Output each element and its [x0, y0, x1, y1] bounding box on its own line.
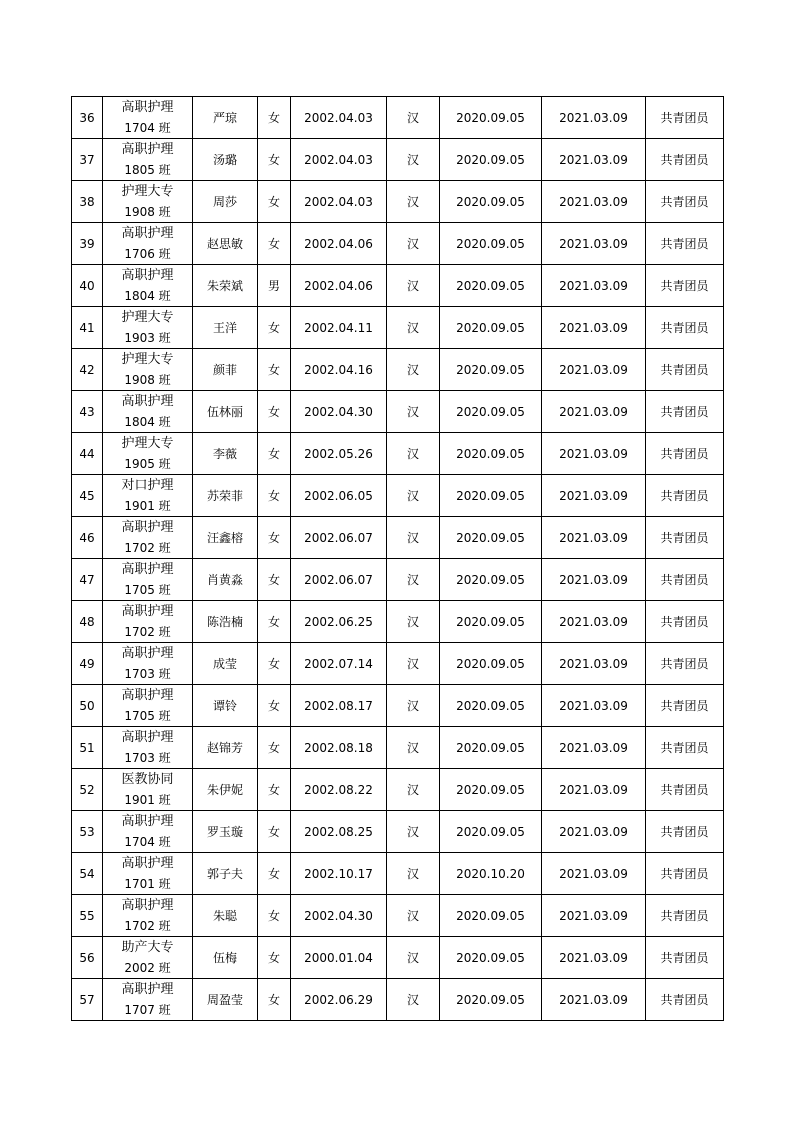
gender-cell: 女	[258, 223, 291, 265]
class-line-2: 1804 班	[124, 288, 171, 303]
class-cell	[103, 559, 193, 601]
class-line-1: 高职护理	[121, 729, 174, 745]
political-status-cell: 共青团员	[646, 517, 724, 559]
date1-cell: 2020.09.05	[440, 979, 542, 1021]
gender-cell: 女	[258, 307, 291, 349]
date1-cell: 2020.10.20	[440, 853, 542, 895]
political-status-cell: 共青团员	[646, 643, 724, 685]
date1-cell: 2020.09.05	[440, 433, 542, 475]
class-line-2: 1705 班	[124, 582, 171, 597]
name-cell: 谭铃	[193, 685, 258, 727]
gender-cell: 女	[258, 979, 291, 1021]
birth-date-cell: 2002.04.30	[291, 391, 387, 433]
date2-cell: 2021.03.09	[542, 643, 646, 685]
birth-date-cell: 2002.07.14	[291, 643, 387, 685]
date2-cell: 2021.03.09	[542, 223, 646, 265]
date1-cell: 2020.09.05	[440, 643, 542, 685]
date2-cell: 2021.03.09	[542, 895, 646, 937]
class-line-1: 护理大专	[121, 351, 174, 367]
table-row	[72, 937, 724, 979]
class-line-1: 高职护理	[121, 519, 174, 535]
class-line-2: 1705 班	[124, 708, 171, 723]
gender-cell: 女	[258, 727, 291, 769]
date1-cell: 2020.09.05	[440, 937, 542, 979]
class-line-2: 1704 班	[124, 120, 171, 135]
row-number-cell: 44	[72, 433, 103, 475]
class-cell	[103, 349, 193, 391]
date1-cell: 2020.09.05	[440, 97, 542, 139]
class-cell	[103, 97, 193, 139]
birth-date-cell: 2002.06.07	[291, 559, 387, 601]
row-number-cell: 42	[72, 349, 103, 391]
class-cell	[103, 223, 193, 265]
gender-cell: 女	[258, 139, 291, 181]
date1-cell: 2020.09.05	[440, 139, 542, 181]
class-cell	[103, 475, 193, 517]
date2-cell: 2021.03.09	[542, 391, 646, 433]
political-status-cell: 共青团员	[646, 769, 724, 811]
date1-cell: 2020.09.05	[440, 727, 542, 769]
political-status-cell: 共青团员	[646, 97, 724, 139]
row-number-cell: 43	[72, 391, 103, 433]
gender-cell: 女	[258, 769, 291, 811]
name-cell: 汪鑫榕	[193, 517, 258, 559]
gender-cell: 女	[258, 97, 291, 139]
class-line-2: 1901 班	[124, 498, 171, 513]
class-line-2: 1703 班	[124, 750, 171, 765]
table-row	[72, 559, 724, 601]
class-cell	[103, 601, 193, 643]
name-cell: 朱荣斌	[193, 265, 258, 307]
birth-date-cell: 2002.06.05	[291, 475, 387, 517]
class-line-1: 高职护理	[121, 855, 174, 871]
table-row	[72, 643, 724, 685]
class-cell	[103, 643, 193, 685]
table-row	[72, 811, 724, 853]
political-status-cell: 共青团员	[646, 895, 724, 937]
date2-cell: 2021.03.09	[542, 601, 646, 643]
ethnicity-cell: 汉	[387, 727, 440, 769]
class-line-2: 1804 班	[124, 414, 171, 429]
class-cell	[103, 769, 193, 811]
gender-cell: 女	[258, 685, 291, 727]
birth-date-cell: 2002.10.17	[291, 853, 387, 895]
class-cell	[103, 937, 193, 979]
class-cell	[103, 181, 193, 223]
class-cell	[103, 391, 193, 433]
row-number-cell: 51	[72, 727, 103, 769]
birth-date-cell: 2002.04.30	[291, 895, 387, 937]
member-roster-table	[71, 96, 724, 1021]
political-status-cell: 共青团员	[646, 559, 724, 601]
political-status-cell: 共青团员	[646, 307, 724, 349]
political-status-cell: 共青团员	[646, 601, 724, 643]
gender-cell: 女	[258, 643, 291, 685]
birth-date-cell: 2002.04.16	[291, 349, 387, 391]
class-line-2: 1901 班	[124, 792, 171, 807]
class-line-2: 1905 班	[124, 456, 171, 471]
table-row	[72, 685, 724, 727]
political-status-cell: 共青团员	[646, 727, 724, 769]
class-line-1: 高职护理	[121, 813, 174, 829]
gender-cell: 女	[258, 349, 291, 391]
political-status-cell: 共青团员	[646, 223, 724, 265]
row-number-cell: 47	[72, 559, 103, 601]
ethnicity-cell: 汉	[387, 937, 440, 979]
ethnicity-cell: 汉	[387, 979, 440, 1021]
birth-date-cell: 2002.08.18	[291, 727, 387, 769]
table-row	[72, 769, 724, 811]
table-row	[72, 475, 724, 517]
class-cell	[103, 685, 193, 727]
row-number-cell: 38	[72, 181, 103, 223]
class-line-1: 高职护理	[121, 141, 174, 157]
political-status-cell: 共青团员	[646, 391, 724, 433]
row-number-cell: 50	[72, 685, 103, 727]
name-cell: 罗玉璇	[193, 811, 258, 853]
class-line-1: 高职护理	[121, 897, 174, 913]
row-number-cell: 52	[72, 769, 103, 811]
political-status-cell: 共青团员	[646, 181, 724, 223]
birth-date-cell: 2002.06.07	[291, 517, 387, 559]
gender-cell: 女	[258, 433, 291, 475]
birth-date-cell: 2002.08.17	[291, 685, 387, 727]
table-row	[72, 97, 724, 139]
name-cell: 肖黄淼	[193, 559, 258, 601]
class-cell	[103, 433, 193, 475]
class-line-2: 1702 班	[124, 918, 171, 933]
date2-cell: 2021.03.09	[542, 517, 646, 559]
class-line-2: 1703 班	[124, 666, 171, 681]
date2-cell: 2021.03.09	[542, 811, 646, 853]
ethnicity-cell: 汉	[387, 853, 440, 895]
class-cell	[103, 727, 193, 769]
date2-cell: 2021.03.09	[542, 685, 646, 727]
class-line-2: 1704 班	[124, 834, 171, 849]
date2-cell: 2021.03.09	[542, 979, 646, 1021]
birth-date-cell: 2002.04.06	[291, 265, 387, 307]
class-line-1: 高职护理	[121, 981, 174, 997]
row-number-cell: 36	[72, 97, 103, 139]
gender-cell: 女	[258, 811, 291, 853]
row-number-cell: 39	[72, 223, 103, 265]
birth-date-cell: 2002.04.03	[291, 139, 387, 181]
gender-cell: 女	[258, 895, 291, 937]
date2-cell: 2021.03.09	[542, 853, 646, 895]
birth-date-cell: 2002.06.25	[291, 601, 387, 643]
name-cell: 李薇	[193, 433, 258, 475]
class-line-1: 护理大专	[121, 435, 174, 451]
ethnicity-cell: 汉	[387, 265, 440, 307]
table-row	[72, 433, 724, 475]
row-number-cell: 48	[72, 601, 103, 643]
class-cell	[103, 853, 193, 895]
ethnicity-cell: 汉	[387, 139, 440, 181]
name-cell: 伍梅	[193, 937, 258, 979]
class-line-1: 高职护理	[121, 603, 174, 619]
class-line-1: 助产大专	[121, 939, 174, 955]
date1-cell: 2020.09.05	[440, 349, 542, 391]
gender-cell: 女	[258, 937, 291, 979]
date2-cell: 2021.03.09	[542, 349, 646, 391]
ethnicity-cell: 汉	[387, 307, 440, 349]
class-line-2: 1702 班	[124, 540, 171, 555]
ethnicity-cell: 汉	[387, 769, 440, 811]
date1-cell: 2020.09.05	[440, 223, 542, 265]
class-line-1: 高职护理	[121, 645, 174, 661]
ethnicity-cell: 汉	[387, 559, 440, 601]
birth-date-cell: 2002.04.06	[291, 223, 387, 265]
name-cell: 陈浩楠	[193, 601, 258, 643]
birth-date-cell: 2002.05.26	[291, 433, 387, 475]
table-row	[72, 979, 724, 1021]
date2-cell: 2021.03.09	[542, 97, 646, 139]
row-number-cell: 45	[72, 475, 103, 517]
political-status-cell: 共青团员	[646, 979, 724, 1021]
row-number-cell: 41	[72, 307, 103, 349]
ethnicity-cell: 汉	[387, 517, 440, 559]
date1-cell: 2020.09.05	[440, 769, 542, 811]
gender-cell: 女	[258, 853, 291, 895]
date1-cell: 2020.09.05	[440, 811, 542, 853]
table-row	[72, 349, 724, 391]
class-cell	[103, 265, 193, 307]
class-cell	[103, 811, 193, 853]
table-row	[72, 307, 724, 349]
row-number-cell: 49	[72, 643, 103, 685]
political-status-cell: 共青团员	[646, 265, 724, 307]
political-status-cell: 共青团员	[646, 685, 724, 727]
birth-date-cell: 2002.04.11	[291, 307, 387, 349]
date1-cell: 2020.09.05	[440, 685, 542, 727]
date1-cell: 2020.09.05	[440, 181, 542, 223]
class-cell	[103, 307, 193, 349]
table-row	[72, 391, 724, 433]
ethnicity-cell: 汉	[387, 181, 440, 223]
ethnicity-cell: 汉	[387, 475, 440, 517]
birth-date-cell: 2002.04.03	[291, 97, 387, 139]
date1-cell: 2020.09.05	[440, 391, 542, 433]
class-line-1: 高职护理	[121, 393, 174, 409]
birth-date-cell: 2002.06.29	[291, 979, 387, 1021]
political-status-cell: 共青团员	[646, 937, 724, 979]
name-cell: 赵思敏	[193, 223, 258, 265]
row-number-cell: 37	[72, 139, 103, 181]
class-line-2: 1908 班	[124, 372, 171, 387]
class-cell	[103, 517, 193, 559]
gender-cell: 女	[258, 181, 291, 223]
date2-cell: 2021.03.09	[542, 727, 646, 769]
name-cell: 王洋	[193, 307, 258, 349]
ethnicity-cell: 汉	[387, 811, 440, 853]
class-line-1: 护理大专	[121, 309, 174, 325]
table-row	[72, 601, 724, 643]
class-line-2: 1701 班	[124, 876, 171, 891]
class-cell	[103, 139, 193, 181]
ethnicity-cell: 汉	[387, 223, 440, 265]
class-line-1: 高职护理	[121, 99, 174, 115]
ethnicity-cell: 汉	[387, 685, 440, 727]
date1-cell: 2020.09.05	[440, 517, 542, 559]
ethnicity-cell: 汉	[387, 349, 440, 391]
date2-cell: 2021.03.09	[542, 265, 646, 307]
gender-cell: 女	[258, 559, 291, 601]
political-status-cell: 共青团员	[646, 475, 724, 517]
row-number-cell: 56	[72, 937, 103, 979]
gender-cell: 男	[258, 265, 291, 307]
class-cell	[103, 979, 193, 1021]
birth-date-cell: 2002.08.25	[291, 811, 387, 853]
ethnicity-cell: 汉	[387, 391, 440, 433]
date2-cell: 2021.03.09	[542, 433, 646, 475]
political-status-cell: 共青团员	[646, 811, 724, 853]
date2-cell: 2021.03.09	[542, 769, 646, 811]
table-row	[72, 727, 724, 769]
class-cell	[103, 895, 193, 937]
date1-cell: 2020.09.05	[440, 307, 542, 349]
class-line-1: 高职护理	[121, 687, 174, 703]
name-cell: 郭子夫	[193, 853, 258, 895]
gender-cell: 女	[258, 475, 291, 517]
date2-cell: 2021.03.09	[542, 937, 646, 979]
table-body	[72, 97, 724, 1021]
table-row	[72, 517, 724, 559]
date1-cell: 2020.09.05	[440, 265, 542, 307]
row-number-cell: 46	[72, 517, 103, 559]
ethnicity-cell: 汉	[387, 97, 440, 139]
row-number-cell: 57	[72, 979, 103, 1021]
table-row	[72, 895, 724, 937]
name-cell: 周盈莹	[193, 979, 258, 1021]
ethnicity-cell: 汉	[387, 601, 440, 643]
date1-cell: 2020.09.05	[440, 475, 542, 517]
row-number-cell: 54	[72, 853, 103, 895]
class-line-1: 高职护理	[121, 561, 174, 577]
class-line-2: 1707 班	[124, 1002, 171, 1017]
ethnicity-cell: 汉	[387, 433, 440, 475]
class-line-2: 1908 班	[124, 204, 171, 219]
row-number-cell: 53	[72, 811, 103, 853]
birth-date-cell: 2002.08.22	[291, 769, 387, 811]
gender-cell: 女	[258, 601, 291, 643]
table-row	[72, 265, 724, 307]
gender-cell: 女	[258, 391, 291, 433]
class-line-1: 护理大专	[121, 183, 174, 199]
date1-cell: 2020.09.05	[440, 559, 542, 601]
name-cell: 成莹	[193, 643, 258, 685]
row-number-cell: 40	[72, 265, 103, 307]
ethnicity-cell: 汉	[387, 643, 440, 685]
name-cell: 严琼	[193, 97, 258, 139]
class-line-1: 对口护理	[121, 477, 174, 493]
date1-cell: 2020.09.05	[440, 895, 542, 937]
name-cell: 伍林丽	[193, 391, 258, 433]
birth-date-cell: 2002.04.03	[291, 181, 387, 223]
gender-cell: 女	[258, 517, 291, 559]
class-line-1: 高职护理	[121, 225, 174, 241]
table-row	[72, 223, 724, 265]
political-status-cell: 共青团员	[646, 853, 724, 895]
name-cell: 周莎	[193, 181, 258, 223]
ethnicity-cell: 汉	[387, 895, 440, 937]
birth-date-cell: 2000.01.04	[291, 937, 387, 979]
class-line-2: 1903 班	[124, 330, 171, 345]
date2-cell: 2021.03.09	[542, 139, 646, 181]
date2-cell: 2021.03.09	[542, 475, 646, 517]
class-line-2: 1706 班	[124, 246, 171, 261]
name-cell: 朱伊妮	[193, 769, 258, 811]
row-number-cell: 55	[72, 895, 103, 937]
name-cell: 赵锦芳	[193, 727, 258, 769]
name-cell: 颜菲	[193, 349, 258, 391]
date1-cell: 2020.09.05	[440, 601, 542, 643]
class-line-1: 高职护理	[121, 267, 174, 283]
class-line-1: 医教协同	[121, 771, 174, 787]
name-cell: 苏荣菲	[193, 475, 258, 517]
name-cell: 朱聪	[193, 895, 258, 937]
table-row	[72, 181, 724, 223]
date2-cell: 2021.03.09	[542, 181, 646, 223]
class-line-2: 1702 班	[124, 624, 171, 639]
table-row	[72, 853, 724, 895]
date2-cell: 2021.03.09	[542, 307, 646, 349]
class-line-2: 2002 班	[124, 960, 171, 975]
name-cell: 汤璐	[193, 139, 258, 181]
class-line-2: 1805 班	[124, 162, 171, 177]
political-status-cell: 共青团员	[646, 349, 724, 391]
table-row	[72, 139, 724, 181]
political-status-cell: 共青团员	[646, 433, 724, 475]
political-status-cell: 共青团员	[646, 139, 724, 181]
date2-cell: 2021.03.09	[542, 559, 646, 601]
